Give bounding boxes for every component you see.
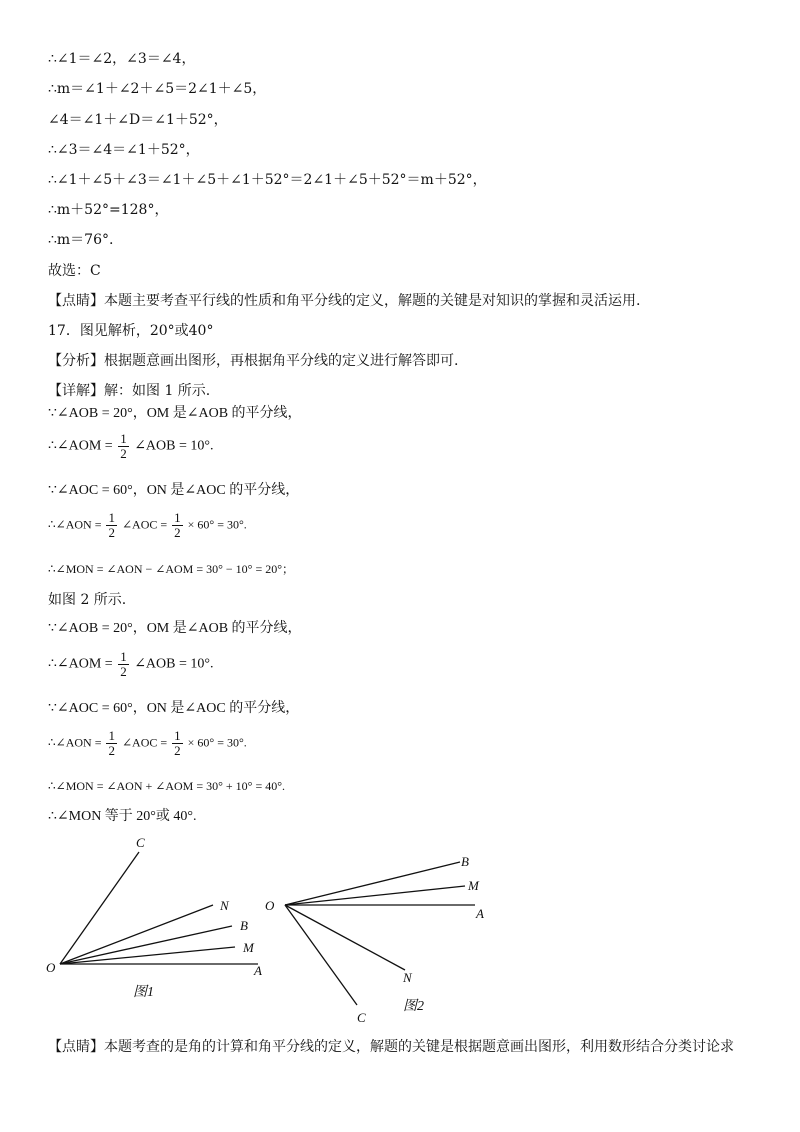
ray-ob [60, 926, 232, 964]
math-line: ∴∠MON = ∠AON + ∠AOM = 30° + 10° = 40°. [48, 779, 286, 793]
text-line: 故选：C [48, 263, 101, 279]
text-line: ∴∠3＝∠4＝∠1＋52°， [48, 142, 200, 158]
math-text: × 60° = 30°. [187, 517, 247, 532]
comment-line: 【点睛】本题考查的是角的计算和角平分线的定义，解题的关键是根据题意画出图形，利用数形结合分类讨论求 [48, 1039, 734, 1055]
ray-oc [285, 905, 357, 1005]
label-c: C [136, 835, 145, 850]
label-n: N [220, 898, 229, 913]
math-line [48, 511, 247, 540]
text-line: ∴m＝76°. [48, 232, 114, 248]
fraction-numerator: 1 [174, 728, 181, 743]
math-line: ∴∠MON = ∠AON − ∠AOM = 30° − 10° = 20°； [48, 562, 295, 576]
ray-ob [285, 862, 460, 905]
math-text: ∠AOB = 10°. [134, 438, 214, 454]
math-line: ∵∠AOC = 60°，ON 是∠AOC 的平分线， [48, 483, 300, 498]
label-a: A [476, 906, 484, 921]
math-line [48, 432, 214, 461]
fraction-denominator: 2 [108, 743, 115, 758]
label-m: M [468, 878, 479, 893]
math-line [48, 650, 214, 679]
question-header: 17．图见解析，20°或40° [48, 323, 214, 339]
math-text: ∠AOB = 10°. [134, 656, 214, 672]
fraction-numerator: 1 [120, 431, 127, 446]
text-line: ∴∠1＋∠5＋∠3＝∠1＋∠5＋∠1＋52°＝2∠1＋∠5＋52°＝m＋52°， [48, 172, 487, 188]
fraction-numerator: 1 [120, 649, 127, 664]
fraction [118, 432, 129, 461]
figure-2-caption: 图2 [403, 999, 424, 1014]
fraction-denominator: 2 [108, 525, 115, 540]
fraction-numerator: 1 [174, 510, 181, 525]
figure-1-caption: 图1 [133, 985, 154, 1000]
ray-on [60, 905, 213, 964]
ray-om [60, 947, 235, 964]
text-line: ∴∠1＝∠2，∠3＝∠4， [48, 51, 196, 67]
text-line: ∴m＋52°=128°， [48, 202, 169, 218]
figure-1 [40, 830, 280, 1010]
ray-on [285, 905, 405, 970]
label-c: C [357, 1010, 366, 1025]
label-b: B [461, 854, 469, 869]
math-text: ∠AOC = [121, 735, 168, 750]
math-text: ∴∠AON = [48, 735, 102, 750]
math-text: ∴∠AOM = [48, 438, 113, 454]
math-text: ∴∠AOM = [48, 656, 113, 672]
label-a: A [254, 963, 262, 978]
label-m: M [243, 940, 254, 955]
ray-om [285, 886, 465, 905]
analysis-line: 【分析】根据题意画出图形，再根据角平分线的定义进行解答即可. [48, 353, 459, 369]
conclusion-line: ∴∠MON 等于 20°或 40°. [48, 809, 197, 824]
text-line: 如图 2 所示. [48, 592, 127, 608]
fraction [106, 729, 117, 758]
fraction [172, 511, 183, 540]
label-n: N [403, 970, 412, 985]
comment-line: 【点睛】本题主要考查平行线的性质和角平分线的定义，解题的关键是对知识的掌握和灵活运用. [48, 293, 641, 309]
math-line: ∵∠AOC = 60°，ON 是∠AOC 的平分线， [48, 701, 300, 716]
fraction [106, 511, 117, 540]
text-line: ∴m＝∠1＋∠2＋∠5＝2∠1＋∠5， [48, 81, 267, 97]
fraction-numerator: 1 [108, 728, 115, 743]
fraction-denominator: 2 [174, 743, 181, 758]
math-line: ∵∠AOB = 20°，OM 是∠AOB 的平分线， [48, 621, 302, 636]
fraction [118, 650, 129, 679]
math-line [48, 729, 247, 758]
fraction-numerator: 1 [108, 510, 115, 525]
math-text: ∴∠AON = [48, 517, 102, 532]
ray-oc [60, 852, 139, 964]
math-text: ∠AOC = [121, 517, 168, 532]
label-o: O [46, 960, 56, 975]
math-text: × 60° = 30°. [187, 735, 247, 750]
label-b: B [240, 918, 248, 933]
fraction-denominator: 2 [120, 446, 127, 461]
fraction-denominator: 2 [174, 525, 181, 540]
fraction-denominator: 2 [120, 664, 127, 679]
text-line: ∠4＝∠1＋∠D＝∠1＋52°， [48, 112, 228, 128]
math-line: ∵∠AOB = 20°，OM 是∠AOB 的平分线， [48, 406, 302, 421]
fraction [172, 729, 183, 758]
figure-2 [260, 848, 500, 1028]
label-o: O [265, 898, 275, 913]
detail-line: 【详解】解：如图 1 所示. [48, 383, 211, 399]
